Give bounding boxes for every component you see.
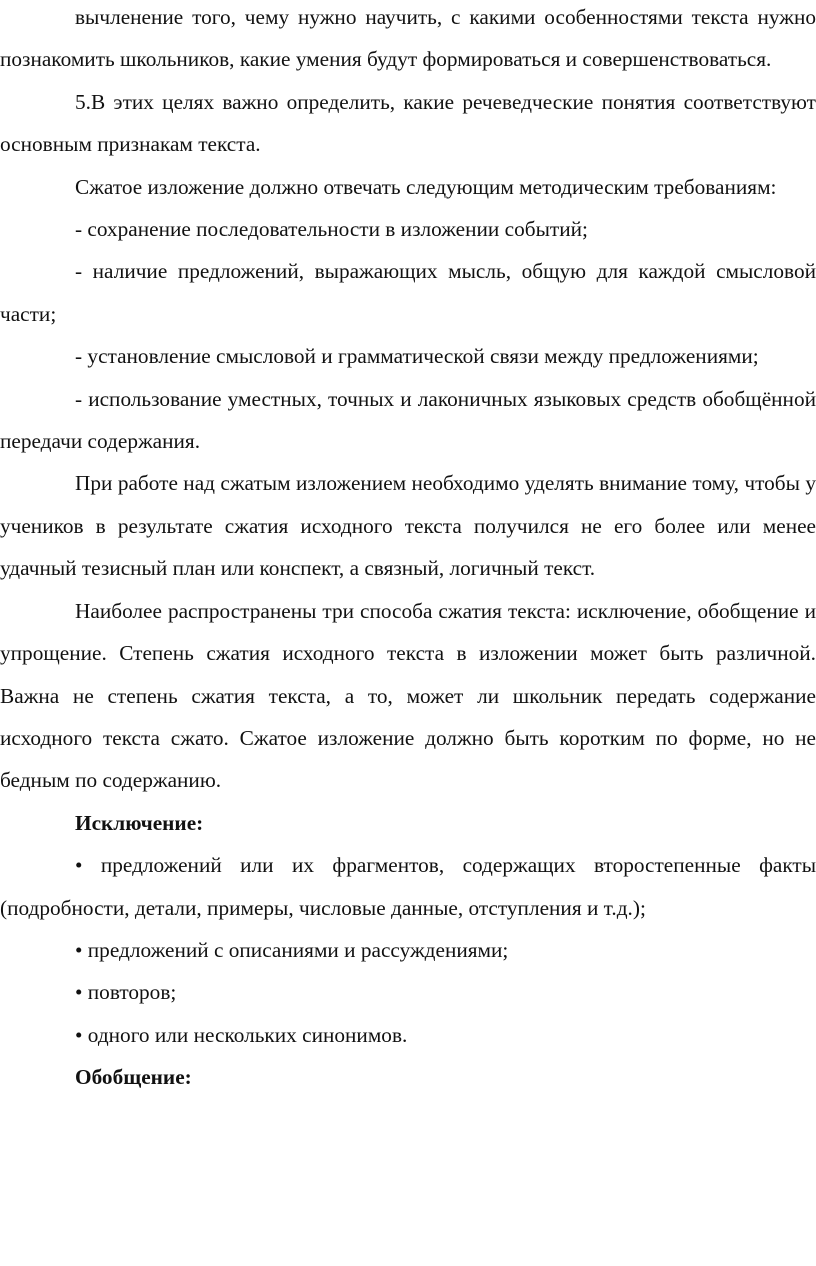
paragraph-requirements-intro: Сжатое изложение должно отвечать следующим методическим требованиям: xyxy=(75,174,777,199)
paragraph-point-5: 5.В этих целях важно определить, какие речеведческие понятия соответствуют основным признакам текста. xyxy=(0,89,816,157)
paragraph-work-attention: При работе над сжатым изложением необходимо уделять внимание тому, чтобы у учеников в результате сжатия исходного текста получился не его более или менее удачный тезисный план или конспект, а связный, логичный текст. xyxy=(0,471,816,581)
requirement-item-2: - наличие предложений, выражающих мысль, общую для каждой смысловой части; xyxy=(0,259,816,326)
exclusion-item-2: • предложений с описаниями и рассуждениями; xyxy=(75,937,509,962)
paragraph-continuation: вычленение того, чему нужно научить, с какими особенностями текста нужно познакомить школьников, какие умения будут формироваться и совершенствоваться. xyxy=(0,5,816,72)
paragraph-compression-methods: Наиболее распространены три способа сжатия текста: исключение, обобщение и упрощение. Степень сжатия исходного текста в изложении может быть различной. Важна не степень сжатия текста, а то, может ли школьник передать содержание исходного текста сжато. Сжатое изложение должно быть коротким по форме, но не бедным по содержанию. xyxy=(0,598,816,793)
exclusion-item-1: • предложений или их фрагментов, содержащих второстепенные факты (подробности, детали, примеры, числовые данные, отступления и т.д.); xyxy=(0,853,816,920)
exclusion-item-3: • повторов; xyxy=(75,980,177,1005)
requirement-item-3: - установление смысловой и грамматической связи между предложениями; xyxy=(75,344,759,369)
exclusion-item-4: • одного или нескольких синонимов. xyxy=(75,1022,408,1047)
requirement-item-4: - использование уместных, точных и лаконичных языковых средств обобщённой передачи содержания. xyxy=(0,386,816,454)
heading-exclusion: Исключение: xyxy=(75,810,204,835)
requirement-item-1: - сохранение последовательности в изложении событий; xyxy=(75,217,588,242)
heading-generalization: Обобщение: xyxy=(75,1065,192,1090)
